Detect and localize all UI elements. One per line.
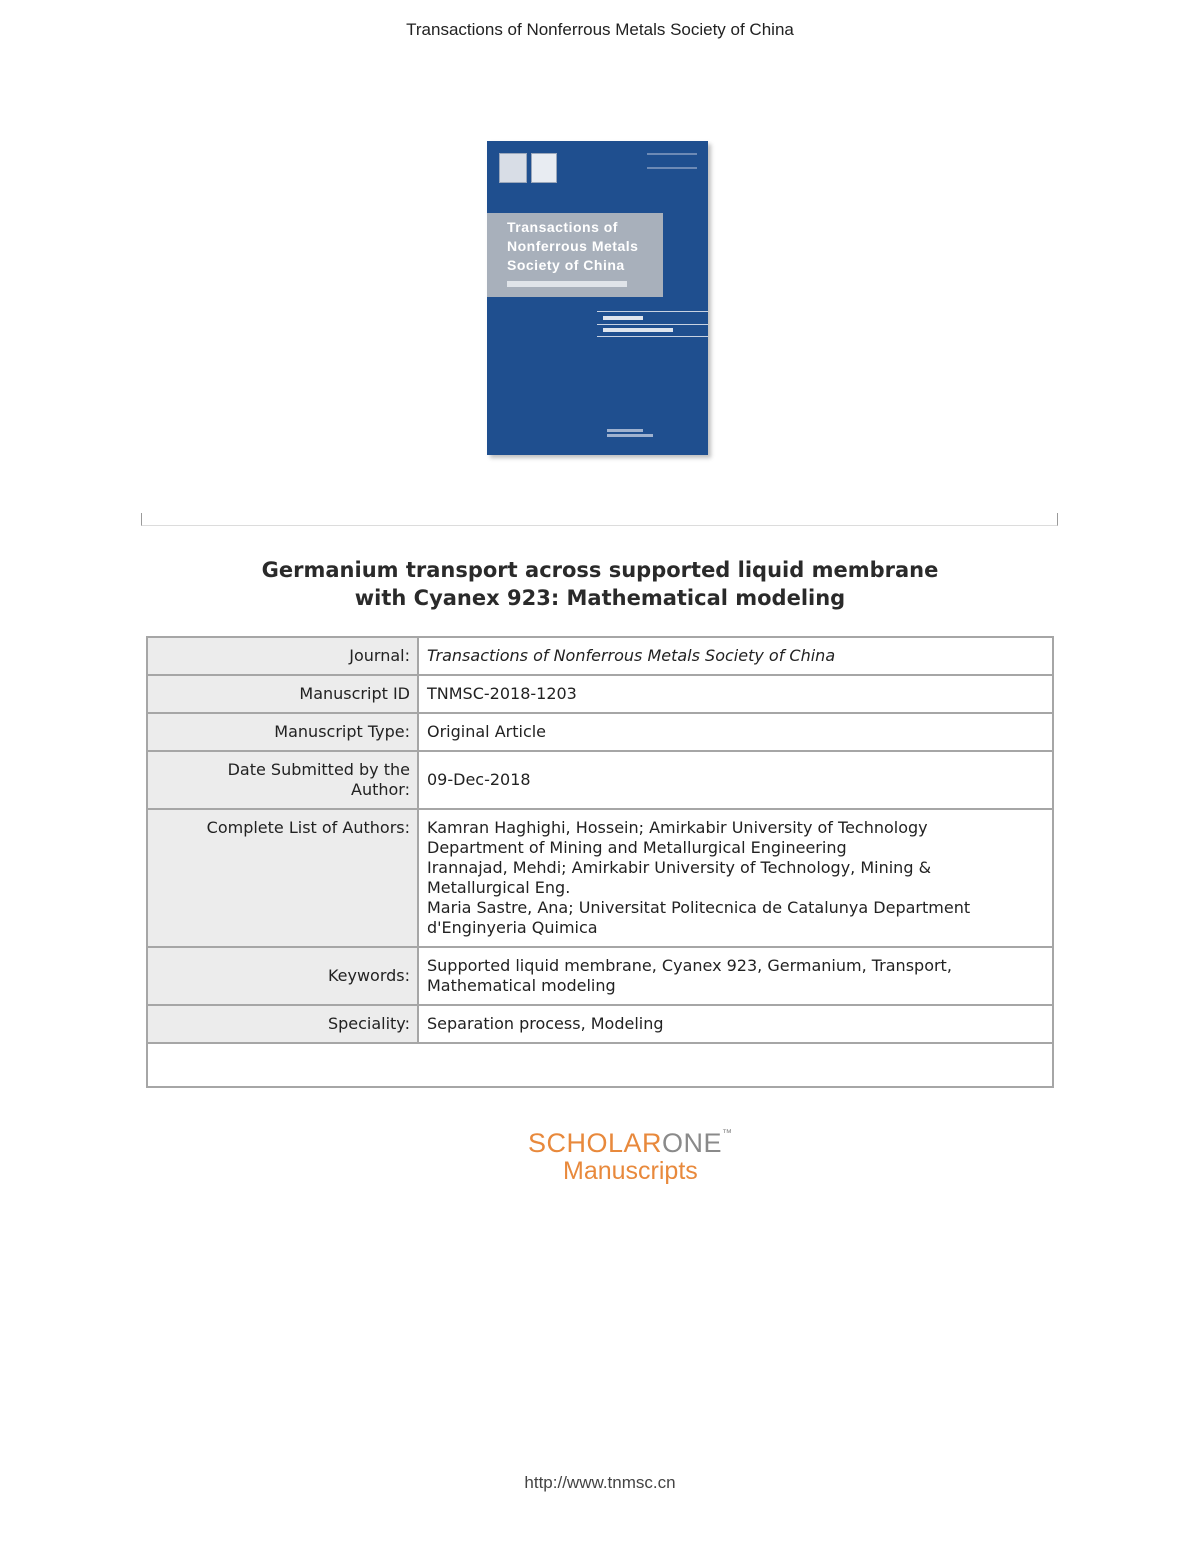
cover-title-line: Transactions of <box>507 219 618 235</box>
cover-publisher-mark <box>607 434 653 437</box>
date-submitted-label-line: Date Submitted by the <box>227 760 410 779</box>
table-row <box>147 809 1053 947</box>
cover-volume-number <box>603 328 673 332</box>
paper-title-line: with Cyanex 923: Mathematical modeling <box>354 586 846 610</box>
journal-value: Transactions of Nonferrous Metals Society of China <box>418 637 1053 675</box>
manuscript-type-value: Original Article <box>418 713 1053 751</box>
manuscript-type-label: Manuscript Type: <box>147 713 418 751</box>
keywords-label: Keywords: <box>147 947 418 1005</box>
separator-bracket <box>141 513 1058 526</box>
cover-rule <box>597 324 708 325</box>
author-line: Irannajad, Mehdi; Amirkabir University of Technology, Mining & <box>427 858 932 877</box>
author-line: d'Enginyeria Quimica <box>427 918 598 937</box>
elsevier-logo-icon <box>499 153 527 183</box>
cover-publisher-mark <box>607 429 643 432</box>
table-row <box>147 751 1053 809</box>
manuscript-id-label: Manuscript ID <box>147 675 418 713</box>
date-submitted-label <box>147 751 418 809</box>
speciality-value: Separation process, Modeling <box>418 1005 1053 1043</box>
cover-rule <box>597 336 708 337</box>
table-row <box>147 637 1053 675</box>
journal-cover-image <box>487 141 708 455</box>
date-submitted-label-line: Author: <box>351 780 410 799</box>
keywords-line: Mathematical modeling <box>427 976 616 995</box>
scholarone-logo-top <box>528 1128 733 1159</box>
paper-title-line: Germanium transport across supported liquid membrane <box>261 558 939 582</box>
author-line: Kamran Haghighi, Hossein; Amirkabir University of Technology <box>427 818 928 837</box>
logo-manuscripts-text: Manuscripts <box>563 1157 698 1185</box>
keywords-value <box>418 947 1053 1005</box>
empty-cell <box>147 1043 1053 1087</box>
cover-title-line: Nonferrous Metals <box>507 238 639 254</box>
cover-title-line: Society of China <box>507 257 625 273</box>
scholarone-logo <box>528 1128 733 1186</box>
paper-title <box>0 556 1200 612</box>
society-logo-icon <box>531 153 557 183</box>
table-row <box>147 1005 1053 1043</box>
cover-chinese-subtitle <box>507 281 627 287</box>
cover-rule <box>597 311 708 312</box>
table-row <box>147 947 1053 1005</box>
issn-mark <box>647 153 697 169</box>
table-row <box>147 675 1053 713</box>
table-row-empty <box>147 1043 1053 1087</box>
author-line: Metallurgical Eng. <box>427 878 571 897</box>
manuscript-metadata-table <box>146 636 1054 1088</box>
author-line: Maria Sastre, Ana; Universitat Politecnica de Catalunya Department <box>427 898 971 917</box>
logo-scholar-text: SCHOLAR <box>528 1128 663 1158</box>
cover-issue-date <box>603 316 643 320</box>
running-header: Transactions of Nonferrous Metals Society of China <box>406 20 794 39</box>
logo-one-text: ONE <box>662 1128 723 1158</box>
manuscript-id-value: TNMSC-2018-1203 <box>418 675 1053 713</box>
logo-tm-mark: ™ <box>722 1128 733 1139</box>
keywords-line: Supported liquid membrane, Cyanex 923, Germanium, Transport, <box>427 956 952 975</box>
authors-label: Complete List of Authors: <box>147 809 418 947</box>
speciality-label: Speciality: <box>147 1005 418 1043</box>
authors-value <box>418 809 1053 947</box>
table-row <box>147 713 1053 751</box>
footer-url[interactable]: http://www.tnmsc.cn <box>524 1473 676 1492</box>
author-line: Department of Mining and Metallurgical Engineering <box>427 838 847 857</box>
date-submitted-value: 09-Dec-2018 <box>418 751 1053 809</box>
journal-label: Journal: <box>147 637 418 675</box>
